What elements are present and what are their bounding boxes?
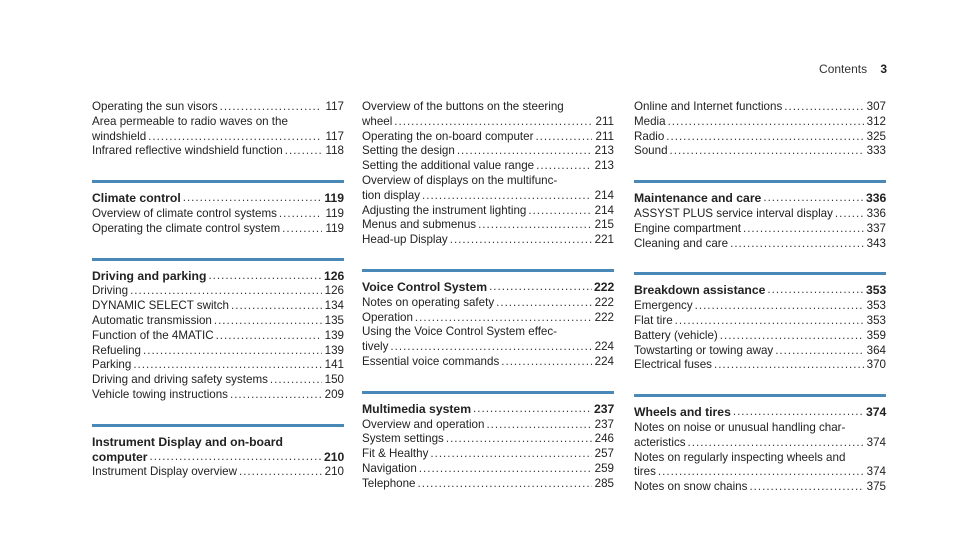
toc-leader-dots <box>457 144 592 159</box>
page-header <box>819 62 887 76</box>
toc-entry-page: 222 <box>594 295 614 309</box>
toc-entry-page: 126 <box>324 284 344 298</box>
toc-leader-dots <box>714 358 864 373</box>
toc-heading-label: Climate control <box>92 191 181 206</box>
toc-leader-dots <box>536 159 592 174</box>
toc-entry[interactable] <box>634 144 886 159</box>
toc-entry-page: 353 <box>866 299 886 313</box>
toc-entry[interactable] <box>92 130 344 145</box>
toc-heading-label: Multimedia system <box>362 401 472 416</box>
toc-entry[interactable] <box>634 207 886 222</box>
toc-leader-dots <box>528 204 592 219</box>
toc-entry-label: ASSYST PLUS service interval display <box>634 206 833 220</box>
toc-entry-prefix: Notes on noise or unusual handling char- <box>634 420 846 434</box>
toc-entry[interactable] <box>634 130 886 145</box>
toc-column-3 <box>634 100 886 516</box>
toc-entry[interactable] <box>362 477 614 492</box>
toc-leader-dots <box>239 465 322 480</box>
toc-section <box>634 100 886 159</box>
toc-entry-label: Notes on snow chains <box>634 480 748 494</box>
toc-entry[interactable] <box>634 465 886 480</box>
toc-entry-page: 370 <box>866 358 886 372</box>
toc-entry-page: 221 <box>594 233 614 247</box>
toc-leader-dots <box>775 344 864 359</box>
toc-section <box>362 391 614 492</box>
toc-entry-prefix: Using the Voice Control System effec- <box>362 325 558 339</box>
toc-leader-dots <box>220 100 322 115</box>
toc-section <box>92 424 344 480</box>
toc-entry-label: Fit & Healthy <box>362 447 429 461</box>
toc-entry-page: 343 <box>866 236 886 250</box>
toc-entry-page: 119 <box>325 206 344 220</box>
toc-entry[interactable] <box>362 144 614 159</box>
toc-entry-page: 211 <box>595 114 614 128</box>
toc-heading-label: Driving and parking <box>92 268 207 283</box>
toc-entry[interactable] <box>362 159 614 174</box>
toc-leader-dots <box>695 299 864 314</box>
toc-entry[interactable] <box>92 207 344 222</box>
toc-section <box>92 258 344 403</box>
toc-entry-label: System settings <box>362 432 444 446</box>
toc-entry-page: 224 <box>594 354 614 368</box>
toc-entry[interactable] <box>92 388 344 403</box>
toc-heading-page: 336 <box>866 191 887 206</box>
toc-section-heading[interactable] <box>92 450 344 465</box>
toc-entry[interactable] <box>362 447 614 462</box>
toc-leader-dots <box>489 280 592 295</box>
toc-entry-label: Navigation <box>362 461 417 475</box>
toc-section <box>362 269 614 370</box>
toc-section-heading[interactable] <box>362 402 614 417</box>
toc-entry[interactable] <box>92 100 344 115</box>
toc-leader-dots <box>670 144 864 159</box>
toc-entry[interactable] <box>362 311 614 326</box>
toc-entry-page: 139 <box>324 343 344 357</box>
toc-leader-dots <box>130 284 322 299</box>
toc-leader-dots <box>486 418 592 433</box>
toc-entry-page: 211 <box>595 129 614 143</box>
toc-entry[interactable] <box>634 436 886 451</box>
toc-section-heading[interactable] <box>634 405 886 420</box>
toc-entry[interactable] <box>634 100 886 115</box>
toc-entry[interactable] <box>634 115 886 130</box>
toc-entry-label: wheel <box>362 114 393 128</box>
toc-entry-page: 246 <box>594 432 614 446</box>
toc-entry-page: 312 <box>866 114 886 128</box>
page-number: 3 <box>880 62 887 76</box>
toc-entry[interactable] <box>92 373 344 388</box>
toc-entry-label: Adjusting the instrument lighting <box>362 203 527 217</box>
toc-entry-page: 214 <box>594 188 614 202</box>
toc-leader-dots <box>231 299 322 314</box>
toc-leader-dots <box>143 344 322 359</box>
toc-leader-dots <box>430 447 592 462</box>
toc-entry-page: 209 <box>324 387 344 401</box>
toc-entry[interactable] <box>92 314 344 329</box>
toc-leader-dots <box>730 237 864 252</box>
toc-section-heading[interactable] <box>92 191 344 206</box>
toc-entry-label: Flat tire <box>634 313 673 327</box>
toc-entry-label: Essential voice commands <box>362 354 500 368</box>
toc-entry-label: Media <box>634 114 666 128</box>
toc-entry-label: tion display <box>362 188 421 202</box>
toc-entry[interactable] <box>634 344 886 359</box>
toc-section-heading[interactable] <box>634 191 886 206</box>
toc-entry-label: Operating the sun visors <box>92 100 218 113</box>
toc-column-2 <box>362 100 614 513</box>
toc-entry-label: Automatic transmission <box>92 313 212 327</box>
toc-entry[interactable] <box>634 480 886 495</box>
toc-entry-page: 285 <box>594 476 614 490</box>
toc-entry-label: Refueling <box>92 343 141 357</box>
toc-entry-label: Towstarting or towing away <box>634 343 774 357</box>
toc-entry-page: 117 <box>325 100 344 113</box>
toc-entry-page: 353 <box>866 313 886 327</box>
contents-title: Contents <box>819 62 868 76</box>
toc-entry[interactable] <box>362 432 614 447</box>
toc-entry-page: 333 <box>866 144 886 158</box>
toc-leader-dots <box>749 480 864 495</box>
toc-entry-page: 213 <box>594 144 614 158</box>
toc-entry-page: 134 <box>324 299 344 313</box>
toc-entry-label: windshield <box>92 129 147 143</box>
toc-entry[interactable] <box>92 358 344 373</box>
toc-entry-page: 325 <box>866 129 886 143</box>
toc-leader-dots <box>390 340 592 355</box>
toc-section <box>362 100 614 248</box>
toc-leader-dots <box>208 269 322 284</box>
toc-entry-page: 307 <box>866 100 886 113</box>
toc-leader-dots <box>763 191 864 206</box>
toc-leader-dots <box>473 402 592 417</box>
toc-section-heading[interactable] <box>634 283 886 298</box>
toc-entry-page: 337 <box>866 221 886 235</box>
toc-section <box>634 180 886 251</box>
toc-heading-label: Wheels and tires <box>634 405 731 420</box>
toc-entry-label: Function of the 4MATIC <box>92 328 214 342</box>
toc-heading-page: 119 <box>324 191 344 206</box>
toc-leader-dots <box>496 296 592 311</box>
toc-entry-label: acteristics <box>634 435 686 449</box>
toc-column-1 <box>92 100 344 501</box>
toc-heading-prefix: Instrument Display and on-board <box>92 434 283 449</box>
toc-entry-label: Notes on operating safety <box>362 295 495 309</box>
toc-entry[interactable] <box>362 218 614 233</box>
toc-entry-page: 374 <box>866 465 886 479</box>
toc-entry[interactable] <box>634 222 886 237</box>
toc-leader-dots <box>720 329 864 344</box>
toc-leader-dots <box>394 115 592 130</box>
toc-leader-dots <box>150 450 322 465</box>
toc-leader-dots <box>422 189 592 204</box>
toc-leader-dots <box>415 311 592 326</box>
toc-heading-page: 222 <box>594 279 615 294</box>
toc-entry-label: Driving and driving safety systems <box>92 373 268 387</box>
toc-entry-label: tively <box>362 340 389 354</box>
toc-entry[interactable] <box>362 296 614 311</box>
toc-entry-page: 259 <box>594 461 614 475</box>
toc-entry[interactable] <box>362 130 614 145</box>
toc-leader-dots <box>450 233 592 248</box>
toc-leader-dots <box>666 130 864 145</box>
toc-entry[interactable] <box>92 144 344 159</box>
toc-entry-page: 375 <box>866 480 886 494</box>
toc-heading-page: 353 <box>866 283 887 298</box>
toc-leader-dots <box>282 222 322 237</box>
toc-entry-label: Overview and operation <box>362 417 485 431</box>
toc-entry-prefix: Area permeable to radio waves on the <box>92 114 288 128</box>
toc-entry-label: Overview of climate control systems <box>92 206 277 220</box>
toc-heading-label: Voice Control System <box>362 279 488 294</box>
toc-heading-page: 237 <box>594 401 615 416</box>
toc-entry-page: 215 <box>594 218 614 232</box>
toc-entry-page: 224 <box>594 340 614 354</box>
toc-leader-dots <box>418 477 592 492</box>
toc-entry-page: 257 <box>594 447 614 461</box>
toc-leader-dots <box>767 283 864 298</box>
toc-heading-label: Maintenance and care <box>634 191 762 206</box>
toc-heading-page: 210 <box>324 449 345 464</box>
toc-leader-dots <box>743 222 864 237</box>
toc-entry-label: Battery (vehicle) <box>634 328 718 342</box>
toc-entry-page: 336 <box>866 206 886 220</box>
toc-entry[interactable] <box>634 314 886 329</box>
toc-entry[interactable] <box>92 465 344 480</box>
toc-heading-label: computer <box>92 449 148 464</box>
toc-leader-dots <box>733 405 864 420</box>
toc-entry[interactable] <box>362 340 614 355</box>
toc-leader-dots <box>216 329 322 344</box>
toc-leader-dots <box>230 388 322 403</box>
toc-leader-dots <box>675 314 864 329</box>
toc-entry[interactable] <box>92 329 344 344</box>
toc-entry[interactable] <box>362 462 614 477</box>
toc-entry-label: Operating the on-board computer <box>362 129 534 143</box>
toc-entry-page: 118 <box>325 144 344 158</box>
toc-entry-label: Electrical fuses <box>634 358 712 372</box>
toc-entry-label: Engine compartment <box>634 221 741 235</box>
toc-entry[interactable] <box>362 189 614 204</box>
toc-entry-page: 135 <box>324 313 344 327</box>
toc-leader-dots <box>214 314 322 329</box>
toc-leader-dots <box>285 144 322 159</box>
toc-entry[interactable] <box>362 115 614 130</box>
toc-heading-page: 374 <box>866 405 887 420</box>
toc-entry-page: 119 <box>325 221 344 235</box>
toc-leader-dots <box>446 432 592 447</box>
toc-entry-page: 150 <box>324 373 344 387</box>
toc-entry-label: Operating the climate control system <box>92 221 281 235</box>
toc-entry-label: Infrared reflective windshield function <box>92 144 283 158</box>
toc-entry-label: Parking <box>92 358 132 372</box>
toc-section-heading[interactable] <box>362 280 614 295</box>
toc-leader-dots <box>270 373 322 388</box>
toc-leader-dots <box>784 100 864 115</box>
toc-entry-page: 213 <box>594 159 614 173</box>
toc-leader-dots <box>535 130 592 145</box>
toc-leader-dots <box>148 130 322 145</box>
toc-entry[interactable] <box>92 222 344 237</box>
toc-entry-prefix: Overview of the buttons on the steering <box>362 100 564 113</box>
toc-entry[interactable] <box>362 204 614 219</box>
toc-entry-page: 364 <box>866 343 886 357</box>
toc-entry[interactable] <box>634 237 886 252</box>
toc-entry[interactable] <box>634 299 886 314</box>
toc-entry-label: Operation <box>362 310 413 324</box>
toc-entry[interactable] <box>92 284 344 299</box>
toc-entry-label: Radio <box>634 129 665 143</box>
toc-entry-label: Online and Internet functions <box>634 100 783 113</box>
toc-entry-page: 222 <box>594 310 614 324</box>
toc-heading-page: 126 <box>324 268 345 283</box>
toc-entry-page: 210 <box>324 465 344 479</box>
toc-section <box>634 272 886 373</box>
toc-entry-label: DYNAMIC SELECT switch <box>92 299 230 313</box>
toc-entry-prefix: Overview of displays on the multifunc- <box>362 173 558 187</box>
toc-entry-prefix: Notes on regularly inspecting wheels and <box>634 450 846 464</box>
toc-entry-page: 359 <box>866 328 886 342</box>
toc-leader-dots <box>478 218 592 233</box>
toc-entry-page: 237 <box>594 417 614 431</box>
toc-entry[interactable] <box>634 358 886 373</box>
toc-entry-label: Menus and submenus <box>362 218 477 232</box>
toc-leader-dots <box>688 436 864 451</box>
toc-leader-dots <box>133 358 322 373</box>
toc-leader-dots <box>501 355 592 370</box>
toc-entry-label: Telephone <box>362 476 416 490</box>
toc-entry-label: Setting the additional value range <box>362 159 535 173</box>
toc-heading-label: Breakdown assistance <box>634 283 766 298</box>
toc-entry[interactable] <box>362 418 614 433</box>
toc-entry-label: Sound <box>634 144 668 158</box>
toc-section <box>634 394 886 495</box>
toc-entry-label: Setting the design <box>362 144 455 158</box>
toc-entry-page: 117 <box>325 129 344 143</box>
toc-section-heading[interactable] <box>92 269 344 284</box>
toc-leader-dots <box>668 115 864 130</box>
toc-leader-dots <box>419 462 592 477</box>
toc-leader-dots <box>835 207 864 222</box>
toc-entry[interactable] <box>92 344 344 359</box>
toc-leader-dots <box>279 207 322 222</box>
toc-entry-page: 139 <box>324 328 344 342</box>
toc-leader-dots <box>183 191 322 206</box>
toc-entry-label: Vehicle towing instructions <box>92 387 228 401</box>
toc-entry-page: 141 <box>324 358 344 372</box>
toc-entry-label: Emergency <box>634 299 693 313</box>
toc-section <box>92 180 344 236</box>
toc-entry[interactable] <box>362 355 614 370</box>
toc-entry-label: Head-up Display <box>362 233 448 247</box>
toc-entry-label: Cleaning and care <box>634 236 729 250</box>
toc-section <box>92 100 344 159</box>
toc-entry-label: Instrument Display overview <box>92 465 237 479</box>
toc-entry[interactable] <box>362 233 614 248</box>
toc-entry-label: tires <box>634 465 656 479</box>
toc-entry[interactable] <box>634 329 886 344</box>
toc-entry-page: 374 <box>866 435 886 449</box>
toc-entry-label: Driving <box>92 284 129 298</box>
toc-entry[interactable] <box>92 299 344 314</box>
toc-leader-dots <box>658 465 864 480</box>
toc-entry-page: 214 <box>594 203 614 217</box>
